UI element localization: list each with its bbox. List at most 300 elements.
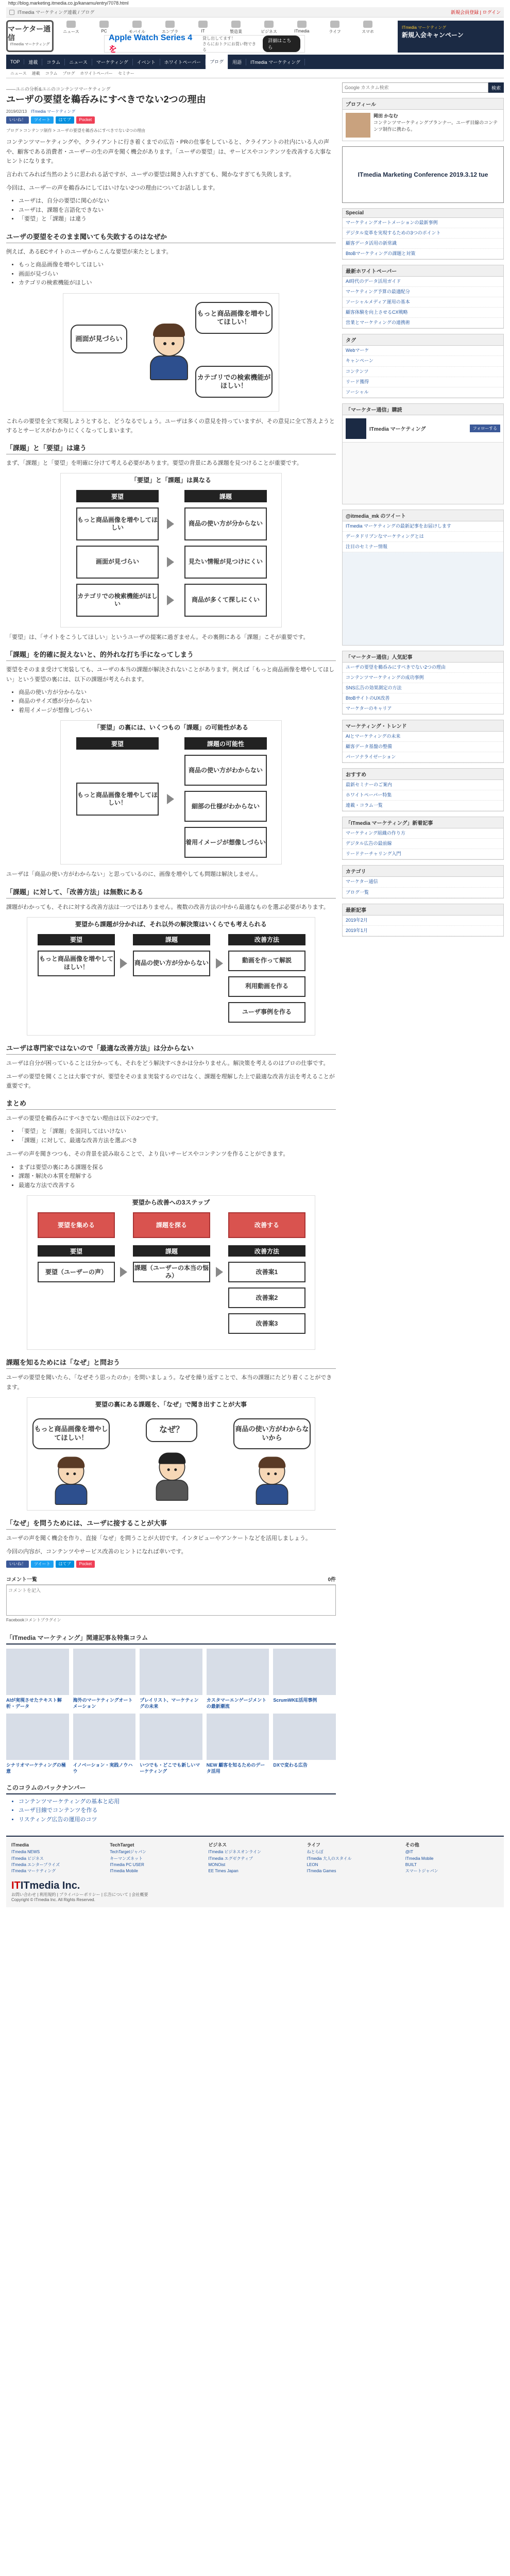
list-item: • 「要望」と「課題」は違う	[19, 215, 336, 224]
share-button[interactable]: いいね！	[6, 1561, 29, 1568]
related-card[interactable]	[6, 1649, 69, 1709]
gnav-label: ライフ	[329, 29, 341, 34]
share-button[interactable]: いいね！	[6, 116, 29, 124]
related-card-title: いつでも・どこでも新しいマーケティング	[140, 1762, 200, 1774]
list-item: • まずは要望の裏にある課題を探る	[19, 1163, 336, 1173]
footer-column	[110, 1842, 203, 1875]
footer-column-title: ビジネス	[208, 1842, 227, 1848]
step-box: 要望を集める	[38, 1212, 115, 1238]
issue-cell: 商品の使い方がわからない	[184, 755, 267, 786]
nav-item[interactable]: マーケティング	[92, 59, 133, 65]
site-icon	[330, 21, 339, 28]
list-item: • 商品の使い方が分からない	[19, 688, 336, 698]
sidebar-link[interactable]: 顧客体験を向上させるCX戦略	[343, 308, 503, 318]
related-card[interactable]	[6, 1714, 69, 1774]
share-buttons	[6, 116, 336, 124]
footer-column	[208, 1842, 301, 1875]
article-meta	[6, 109, 336, 114]
sub-nav	[6, 69, 504, 78]
related-thumbnail	[273, 1714, 336, 1760]
sidebar-link[interactable]: コンテンツマーケティングの成功事例	[343, 673, 503, 683]
paragraph: 例えば、あるECサイトのユーザからこんな要望が来たとします。	[6, 248, 172, 255]
related-card-title: プレイリスト、マーケティングの未来	[140, 1697, 199, 1709]
paragraph: まず、「課題」と「要望」を明確に分けて考える必要があります。要望の背景にある課題を見つけることが重要です。	[6, 460, 302, 467]
paragraph: 課題がわかっても、それに対する改善方法は一つではありません。複数の改善方法の中から最適なものを選ぶ必要があります。	[6, 904, 329, 910]
backnumber-list	[19, 1798, 336, 1825]
fb-avatar	[346, 418, 366, 439]
list-item: • 画面が見づらい	[19, 270, 336, 279]
fb-widget	[343, 415, 503, 442]
ad-banner-apple[interactable]	[104, 35, 305, 53]
gnav-label: エンプラ	[162, 29, 178, 34]
subscribe-title: 「マーケター通信」購読	[343, 404, 503, 415]
share-button[interactable]: ツイート	[31, 116, 54, 124]
gnav-label: IT	[201, 29, 205, 33]
sidebar-link[interactable]: パーソナライゼーション	[343, 752, 503, 762]
request-cell: カテゴリでの検索機能がほしい	[76, 584, 159, 617]
sidebar-link[interactable]: 2019年1月	[343, 926, 503, 936]
header-issue: 課題	[133, 1245, 210, 1257]
request-cell: もっと商品画像を増やしてほしい！	[76, 783, 159, 816]
related-section	[6, 1633, 336, 1775]
sidebar-link[interactable]: 営業とマーケティングの連携術	[343, 318, 503, 328]
staff-illustration	[152, 1453, 192, 1502]
special-title: Special	[343, 209, 503, 218]
comment-input[interactable]	[6, 1585, 336, 1616]
footer	[6, 1836, 504, 1907]
step-box: 改善する	[228, 1212, 305, 1238]
header-request: 要望	[38, 1245, 115, 1257]
header-issue: 課題	[184, 490, 267, 502]
footer-link[interactable]: ねとらぼ	[307, 1850, 324, 1855]
arrow-icon	[167, 595, 174, 605]
sidebar-link[interactable]: ITmedia マーケティングの最新記事をお届けします	[343, 521, 503, 532]
ad-banner-campaign[interactable]	[398, 21, 504, 53]
figure-user-requests	[63, 293, 279, 412]
share-button[interactable]: ツイート	[31, 1561, 54, 1568]
archive-title: 最新記事	[343, 904, 503, 916]
gnav-item[interactable]	[58, 21, 84, 35]
related-card[interactable]	[73, 1649, 136, 1709]
topbar-right[interactable]: 新規会員登録 | ログイン	[451, 10, 501, 15]
related-thumbnail	[6, 1714, 69, 1760]
user-illustration	[146, 325, 192, 381]
footer-column	[405, 1842, 499, 1875]
backnumber-item[interactable]: • ユーザ目線でコンテンツを作る	[19, 1806, 336, 1816]
sidebar-link[interactable]: リードナーチャリング入門	[343, 849, 503, 859]
list-item: • もっと商品画像を増やしてほしい	[19, 261, 336, 270]
gnav-item[interactable]	[157, 21, 183, 35]
sidebar-link[interactable]: キャンペーン	[343, 356, 503, 366]
gnav-item[interactable]	[223, 21, 249, 35]
footer-link[interactable]: ITmedia 大人のスタイル	[307, 1856, 352, 1861]
ad2-title: 新規入会キャンペーン	[402, 31, 464, 39]
site-icon	[231, 21, 241, 28]
article-date: 2019/02/13	[6, 109, 27, 114]
footer-link[interactable]: EE Times Japan	[208, 1869, 239, 1874]
article-author[interactable]: ITmedia マーケティング	[31, 109, 76, 114]
sidebar-link[interactable]: 顧客データ基盤の整備	[343, 742, 503, 752]
list-item: • 課題・解決の本質を理解する	[19, 1172, 336, 1181]
comment-plugin-note: Facebookコメントプラグイン	[6, 1617, 61, 1622]
global-nav	[58, 21, 381, 35]
article-kicker: ――ユニの分析&ユニのコンテンツマーケティング	[6, 87, 111, 92]
gnav-label: 製造業	[230, 29, 242, 34]
list-item: • 着用イメージが想像しづらい	[19, 706, 336, 716]
related-card-title: カスタマーエンゲージメントの最新潮流	[206, 1697, 267, 1709]
nav-item[interactable]: ホワイトペーパー	[160, 59, 206, 65]
tweet-image	[343, 552, 503, 645]
topbar	[6, 7, 504, 18]
sidebar-link[interactable]: マーケティングオートメーションの最新事例	[343, 218, 503, 228]
sidebar-link[interactable]: データドリブンなマーケティングとは	[343, 532, 503, 542]
related-card-title: DXで変わる広告	[273, 1762, 308, 1768]
profile-name[interactable]: 岡田 かなむ	[373, 113, 398, 118]
nav-item[interactable]: ITmedia マーケティング	[246, 59, 305, 65]
sidebar-link[interactable]: 顧客データ活用の新常識	[343, 239, 503, 249]
related-card[interactable]	[73, 1714, 136, 1774]
fb-title[interactable]: ITmedia マーケティング	[369, 427, 426, 433]
share-button[interactable]: はてブ	[56, 116, 74, 124]
footer-link[interactable]: MONOist	[208, 1862, 226, 1867]
gnav-item[interactable]	[190, 21, 216, 35]
header-issue-possibility: 課題の可能性	[184, 737, 267, 750]
search-input[interactable]	[342, 82, 488, 93]
conference-banner[interactable]: ITmedia Marketing Conference 2019.3.12 tue	[342, 146, 504, 203]
paragraph: ユーザは「商品の使い方がわからない」と思っているのに、画像を増やしても問題は解決しません。	[6, 871, 262, 878]
step-box: 課題を探る	[133, 1212, 210, 1238]
footer-link[interactable]: ITmedia PC USER	[110, 1862, 144, 1867]
list-item: • 商品のサイズ感が分からない	[19, 697, 336, 706]
method-cell: ユーザ事例を作る	[228, 1002, 305, 1023]
nav-item[interactable]: イベント	[133, 59, 160, 65]
fb-feed	[343, 442, 503, 504]
trend-title: マーケティング・トレンド	[343, 720, 503, 732]
site-logo[interactable]	[6, 20, 54, 52]
section-heading: ユーザの要望をそのまま聞いても失敗するのはなぜか	[6, 231, 336, 243]
special-box	[342, 208, 504, 260]
section-heading: 「課題」と「要望」は違う	[6, 443, 336, 454]
paragraph: ユーザの要望を聞いたら、「なぜそう思ったのか」を問いましょう。なぜを繰り返すことで、本当の課題にたどり着くことができます。	[6, 1375, 332, 1391]
nav-item[interactable]: ニュース	[65, 59, 92, 65]
gnav-item[interactable]	[124, 21, 150, 35]
gnav-item[interactable]	[288, 21, 315, 35]
related-card[interactable]	[140, 1649, 202, 1709]
tag-title: タグ	[343, 334, 503, 346]
related-thumbnail	[207, 1714, 269, 1760]
ad-title: Apple Watch Series 4を	[109, 33, 193, 54]
issue-cell: 商品の使い方が分からない	[184, 507, 267, 540]
issue-cell: 商品の使い方が分からない	[133, 951, 210, 976]
gnav-item[interactable]	[354, 21, 381, 35]
footer-link[interactable]: ITmedia Mobile	[110, 1869, 138, 1874]
arrow-icon	[120, 958, 127, 969]
intro-2: 言われてみれば当然のように思われる話ですが、ユーザの要望は聞き入れすぎても、聞かなすぎても失敗します。	[6, 171, 295, 178]
follow-button[interactable]: フォローする	[470, 425, 500, 432]
footer-column-title: TechTarget	[110, 1842, 134, 1848]
related-card[interactable]	[273, 1649, 336, 1709]
nav-item[interactable]: 用語	[228, 59, 246, 65]
bubble-screen: 画面が見づらい	[71, 325, 127, 353]
profile-title: プロフィール	[343, 98, 503, 110]
sidebar-link[interactable]: デジタル変革を実現するための3つのポイント	[343, 228, 503, 239]
sidebar-link[interactable]: ブログ一覧	[343, 888, 503, 898]
paragraph: ユーザの声を聞く機会を作り、直接「なぜ」を問うことが大切です。インタビューやアンケートなどを活用しましょう。	[6, 1535, 312, 1541]
subnav-item[interactable]: セミナー	[117, 71, 134, 76]
nav-item[interactable]: TOP	[6, 59, 24, 64]
sidebar-link[interactable]: マーケティング組織の作り方	[343, 828, 503, 839]
pick-title: おすすめ	[343, 769, 503, 780]
list-requests	[19, 261, 336, 288]
request-cell: 画面が見づらい	[76, 546, 159, 579]
figure-possible-issues	[60, 720, 282, 865]
subnav-item[interactable]: コラム	[45, 71, 58, 76]
logo-sub: ITmedia マーケティング	[10, 42, 50, 46]
gnav-item[interactable]	[91, 21, 117, 35]
footer-link[interactable]: ITmedia NEWS	[11, 1850, 40, 1855]
twitter-box	[342, 510, 504, 646]
home-icon[interactable]	[9, 10, 14, 15]
related-card[interactable]	[207, 1714, 269, 1774]
list-summary	[19, 1127, 336, 1145]
sidebar-link[interactable]: 注目のセミナー情報	[343, 542, 503, 552]
related-card[interactable]	[273, 1714, 336, 1774]
footer-link[interactable]: ITmedia マーケティング	[11, 1869, 56, 1874]
page	[6, 0, 504, 1907]
header-issue: 課題	[133, 934, 210, 945]
topbar-left[interactable]: ITmedia マーケティング連載 / ブログ	[18, 10, 95, 15]
gnav-item[interactable]	[321, 21, 348, 35]
footer-link[interactable]: @IT	[405, 1850, 414, 1855]
sidebar-link[interactable]: ユーザの要望を鵜呑みにすべきでない2つの理由	[343, 663, 503, 673]
profile-text: コンテンツマーケティングプランナー。ユーザ目線のコンテンツ制作に携わる。	[373, 120, 498, 132]
intro-1: コンテンツマーケティングや、クライアントに行き着くまでの広告・PRの仕事をしていると、クライアントの社内にいる人の声や、顧客である消費者・ユーザーの生の声を聞く機会があります。「ユーザの要望」は、サービスやコンテンツを改善する大事なヒントになります。	[6, 139, 331, 164]
related-thumbnail	[207, 1649, 269, 1695]
figure-caption: 要望から課題が分かれば、それ以外の解決策はいくらでも考えられる	[75, 920, 267, 928]
paragraph: ユーザの要望を鵜呑みにすべきでない理由は以下の2つです。	[6, 1115, 162, 1122]
footer-link[interactable]: キーマンズネット	[110, 1856, 143, 1861]
figure-improvement-methods	[27, 917, 315, 1036]
subnav-item[interactable]: 連載	[31, 71, 40, 76]
related-card-title: 海外のマーケティングオートメーション	[73, 1697, 133, 1709]
subnav-item[interactable]: ニュース	[10, 71, 27, 76]
sidebar-link[interactable]: 連載・コラム一覧	[343, 801, 503, 811]
related-card[interactable]	[140, 1714, 202, 1774]
bubble-why: なぜ？	[146, 1418, 197, 1442]
sidebar-link[interactable]: ホワイトペーパー特集	[343, 790, 503, 801]
sidebar-link[interactable]: BtoBサイトのUX改善	[343, 693, 503, 704]
related-thumbnail	[73, 1649, 136, 1695]
figure-caption: 「要望」の裏には、いくつもの「課題」の可能性がある	[93, 724, 248, 732]
gnav-label: PC	[101, 29, 107, 33]
ad-button[interactable]: 詳細はこちら	[263, 36, 300, 52]
archive-box	[342, 904, 504, 937]
site-icon	[165, 21, 175, 28]
sidebar-link[interactable]: リード獲得	[343, 377, 503, 387]
footer-link[interactable]: ITmedia ビジネスオンライン	[208, 1850, 262, 1855]
share-button[interactable]: はてブ	[56, 1561, 74, 1568]
new-articles-box	[342, 817, 504, 860]
sidebar-link[interactable]: 最新セミナーのご案内	[343, 780, 503, 790]
comments-header	[6, 1575, 336, 1585]
sidebar-link[interactable]: ソーシャルメディア運用の基本	[343, 297, 503, 308]
list-steps	[19, 1163, 336, 1191]
footer-link[interactable]: ITmedia Mobile	[405, 1856, 434, 1861]
footer-link[interactable]: BUILT	[405, 1862, 417, 1867]
bubble-search: カテゴリでの検索機能がほしい！	[195, 366, 273, 398]
paragraph: 要望をそのまま受けて実装しても、ユーザの本当の課題が解決されないことがあります。例えば「もっと商品画像を増やしてほしい」という要望の裏には、以下の課題が考えられます。	[6, 667, 335, 683]
new-articles-title: 「ITmedia マーケティング」新着記事	[343, 817, 503, 828]
bubble-images: もっと商品画像を増やしてほしい！	[195, 302, 273, 334]
subnav-item[interactable]: ホワイトペーパー	[80, 71, 113, 76]
sidebar-link[interactable]: 2019年2月	[343, 916, 503, 926]
comments	[6, 1575, 336, 1623]
gnav-item[interactable]	[256, 21, 282, 35]
footer-links[interactable]: お問い合わせ | 利用規約 | プライバシーポリシー | 広告について | 会社概要	[11, 1892, 148, 1897]
footer-column-title: ITmedia	[11, 1842, 29, 1848]
user-illustration	[252, 1458, 292, 1506]
list-item: • 最適な方法で改善する	[19, 1181, 336, 1191]
footer-column	[11, 1842, 105, 1875]
paragraph: ユーザの声を聞きつつも、その背景を読み取ることで、より良いサービスやコンテンツを作ることができます。	[6, 1151, 289, 1158]
header-request: 要望	[38, 934, 115, 945]
issue-cell: 課題（ユーザーの本当の悩み）	[133, 1262, 210, 1282]
footer-link[interactable]: LEON	[307, 1862, 318, 1867]
sidebar-link[interactable]: Webマーケ	[343, 346, 503, 356]
issue-cell: 見たい情報が見つけにくい	[184, 546, 267, 579]
url-bar[interactable]: http://blog.marketing.itmedia.co.jp/kanamu/entry/7078.html	[8, 1, 129, 6]
twitter-title: @itmedia_mk のツイート	[343, 510, 503, 521]
profile-body	[343, 110, 503, 141]
nav-item[interactable]: コラム	[42, 59, 65, 65]
sidebar-link[interactable]: マーケターのキャリア	[343, 704, 503, 714]
arrow-icon	[120, 1267, 127, 1277]
copyright: Copyright © ITmedia Inc. All Rights Reserved.	[11, 1897, 95, 1902]
footer-link[interactable]: TechTargetジャパン	[110, 1850, 147, 1855]
sidebar-link[interactable]: BtoBマーケティングの課題と対策	[343, 249, 503, 259]
list-item: • 「課題」に対して、最適な改善方法を選ぶべき	[19, 1137, 336, 1146]
share-button[interactable]: Pocket	[76, 116, 95, 124]
trend-box	[342, 720, 504, 763]
site-icon	[99, 21, 109, 28]
method-cell: 利用動画を作る	[228, 976, 305, 997]
arrow-icon	[216, 958, 223, 969]
figure-caption: 要望の裏にある課題を、「なぜ」で聞き出すことが大事	[95, 1400, 247, 1408]
footer-link[interactable]: ITmedia ビジネス	[11, 1856, 44, 1861]
related-card[interactable]	[207, 1649, 269, 1709]
breadcrumb[interactable]: ブログ > コンテンツ制作 > ユーザの要望を鵜呑みにすべきでない2つの理由	[6, 128, 146, 133]
paragraph: ユーザは自分が困っていることは分かっても、それをどう解決すべきかは分かりません。解決策を考えるのはプロの仕事です。	[6, 1060, 329, 1066]
header-request: 要望	[76, 737, 159, 750]
arrow-icon	[216, 1267, 223, 1277]
sidebar-link[interactable]: マーケター通信	[343, 877, 503, 887]
list-item: • カテゴリの検索機能がほしい	[19, 279, 336, 288]
site-icon	[198, 21, 208, 28]
sidebar-link[interactable]: AIとマーケティングの未来	[343, 732, 503, 742]
footer-link[interactable]: ITmedia Games	[307, 1869, 336, 1874]
subnav-item[interactable]: ブログ	[62, 71, 75, 76]
request-cell: もっと商品画像を増やしてほしい	[76, 507, 159, 540]
footer-link[interactable]: スマートジャパン	[405, 1869, 438, 1874]
method-cell: 動画を作って解説	[228, 951, 305, 971]
list-item: • 「要望」と「課題」を混同してはいけない	[19, 1127, 336, 1137]
profile-box	[342, 98, 504, 141]
share-buttons-bottom	[6, 1561, 336, 1568]
footer-column-title: その他	[405, 1842, 419, 1848]
related-thumbnail	[73, 1714, 136, 1760]
intro-3: 今回は、ユーザーの声を鵜呑みにしてはいけない2つの理由についてお話しします。	[6, 184, 219, 191]
tag-box	[342, 334, 504, 398]
issue-cell: 商品が多くて探しにくい	[184, 584, 267, 617]
related-card-title: AIが実現させたテキスト解析・データ	[6, 1697, 62, 1709]
nav-item[interactable]: ブログ	[206, 55, 228, 69]
header-request: 要望	[76, 490, 159, 502]
comments-count: 0件	[328, 1577, 336, 1583]
logo-main: マーケター通信	[8, 25, 51, 42]
nav-item[interactable]: 連載	[24, 59, 42, 65]
related-thumbnail	[140, 1649, 202, 1695]
method-cell: 改善案1	[228, 1262, 305, 1282]
footer-logo[interactable]: ITITmedia Inc.	[11, 1879, 80, 1891]
related-thumbnail	[273, 1649, 336, 1695]
sidebar-link[interactable]: ソーシャル	[343, 387, 503, 398]
issue-cell: 着用イメージが想像しづらい	[184, 827, 267, 858]
pick-box	[342, 768, 504, 811]
related-title: 「ITmedia マーケティング」関連記事＆特集コラム	[6, 1633, 336, 1645]
gnav-label: ビジネス	[261, 29, 277, 34]
article	[6, 82, 336, 1827]
sidebar	[342, 82, 504, 1827]
paragraph: これらの要望を全て実現しようとすると、どうなるでしょう。ユーザは多くの意見を持っていますが、その意見に全て答えようとするとサービスがわかりにくくなってしまいます。	[6, 418, 335, 434]
site-icon	[66, 21, 76, 28]
site-icon	[363, 21, 372, 28]
related-card-title: ScrumWKE活用事例	[273, 1697, 317, 1703]
ad-sub: 貸し出してます！ さらにおトクにお買い物できる	[202, 36, 256, 52]
footer-link[interactable]: ITmedia エグゼクティブ	[208, 1856, 253, 1861]
paragraph: 今回の内容が、コンテンツやサービス改善のヒントになれば幸いです。	[6, 1548, 187, 1555]
paragraph: ユーザの要望を聞くことは大事ですが、要望をそのまま実装するのではなく、課題を理解した上で最適な改善方法を考えることが重要です。	[6, 1073, 335, 1089]
list-item: • ユーザは、課題を言語化できない	[19, 206, 336, 215]
arrow-icon	[167, 519, 174, 529]
related-card-title: シナリオマーケティングの極意	[6, 1762, 66, 1774]
gnav-label: スマホ	[362, 29, 374, 34]
related-grid-2	[6, 1714, 336, 1774]
bubble-request: もっと商品画像を増やしてほしい！	[32, 1418, 110, 1449]
footer-columns	[11, 1842, 499, 1875]
sidebar-link[interactable]: デジタル広告の最前線	[343, 839, 503, 849]
sidebar-link[interactable]: マーケティング予算の最適配分	[343, 287, 503, 297]
header-method: 改善方法	[228, 1245, 305, 1257]
backnumber-item[interactable]: • コンテンツマーケティングの基本と応用	[19, 1798, 336, 1807]
paragraph: 「要望」は、「サイトをこうしてほしい」というユーザの提案に過ぎません。その裏側にある「課題」こそが重要です。	[6, 634, 309, 641]
sidebar-link[interactable]: コンテンツ	[343, 367, 503, 377]
sidebar-link[interactable]: SNS広告の効果測定の方法	[343, 683, 503, 693]
sidebar-link[interactable]: AI時代のデータ活用ガイド	[343, 277, 503, 287]
method-cell: 改善案2	[228, 1287, 305, 1308]
share-button[interactable]: Pocket	[76, 1561, 95, 1568]
bubble-issue: 商品の使い方がわからないから	[233, 1418, 311, 1449]
figure-three-steps	[27, 1195, 315, 1350]
arrow-icon	[167, 794, 174, 804]
method-cell: 改善案3	[228, 1313, 305, 1334]
popular-box	[342, 651, 504, 715]
search-button[interactable]: 検索	[488, 82, 504, 93]
figure-caption: 「要望」と「課題」は異なる	[130, 477, 211, 484]
footer-link[interactable]: ITmedia エンタープライズ	[11, 1862, 60, 1867]
related-card-title: イノベーション・実践ノウハウ	[73, 1762, 133, 1774]
backnumber-item[interactable]: • リスティング広告の運用のコツ	[19, 1816, 336, 1825]
site-icon	[264, 21, 274, 28]
